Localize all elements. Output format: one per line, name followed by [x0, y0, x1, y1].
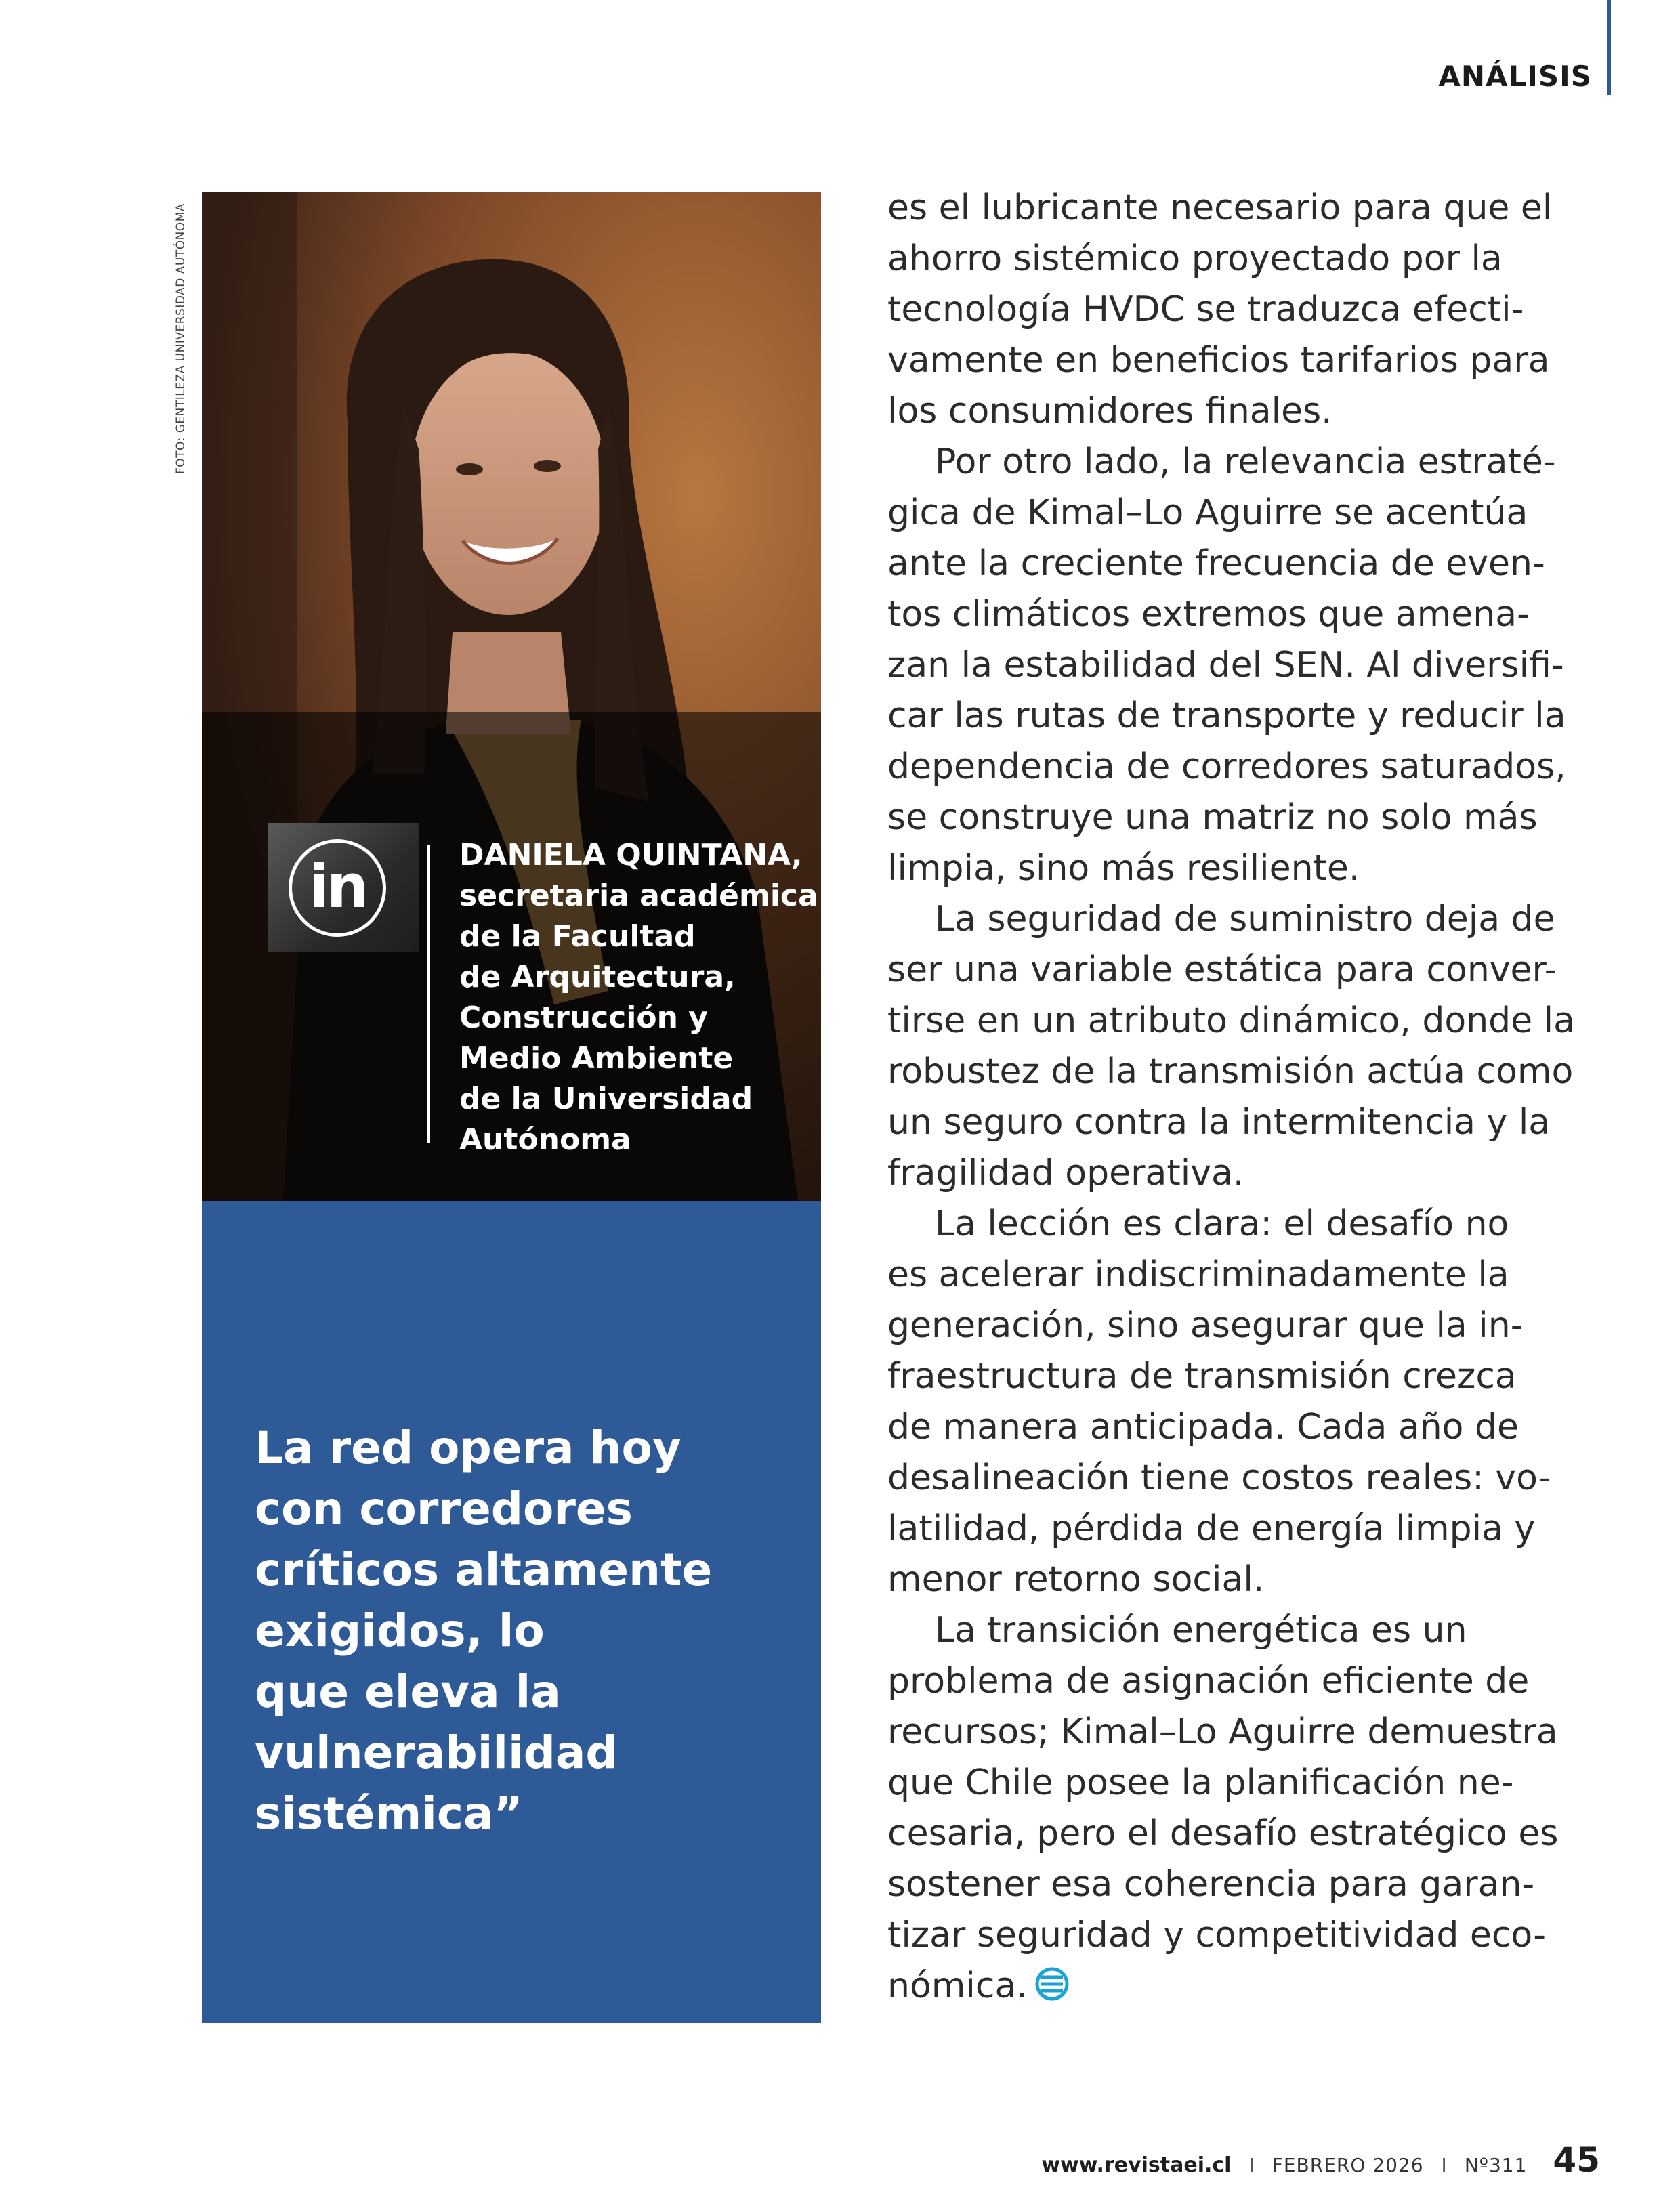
body-line [887, 1504, 1565, 1554]
body-line [887, 640, 1565, 691]
body-line-text: se construye una matriz no solo más [887, 797, 1538, 838]
section-title: ANÁLISIS [1438, 60, 1592, 93]
body-line-text: recursos; Kimal–Lo Aguirre demuestra [887, 1712, 1558, 1752]
caption-divider [427, 845, 430, 1143]
body-line-text: cesaria, pero el desafío estratégico es [887, 1813, 1559, 1854]
body-line [887, 1402, 1565, 1453]
body-line [887, 1910, 1565, 1961]
body-line [887, 234, 1565, 284]
body-line [887, 488, 1565, 538]
body-line [887, 183, 1565, 234]
body-line [887, 1554, 1565, 1605]
body-line [887, 1351, 1565, 1402]
body-line-text: robustez de la transmisión actúa como [887, 1051, 1574, 1092]
body-line-text: es acelerar indiscriminadamente la [887, 1254, 1509, 1295]
body-line [887, 1808, 1565, 1859]
body-line [887, 284, 1565, 335]
body-line-text: gica de Kimal–Lo Aguirre se acentúa [887, 492, 1528, 533]
quote-line: con corredores [255, 1483, 633, 1535]
photo-caption [459, 835, 818, 1160]
body-line-text: ahorro sistémico proyectado por la [887, 238, 1503, 279]
body-line-text: La transición energética es un [935, 1610, 1467, 1651]
body-line [887, 742, 1565, 792]
body-line [887, 1859, 1565, 1910]
issue-number: Nº311 [1464, 2154, 1528, 2176]
body-line-text: ante la creciente frecuencia de even- [887, 543, 1545, 584]
body-line-text: limpia, sino más resiliente. [887, 848, 1360, 889]
body-line [887, 792, 1565, 843]
body-line [887, 538, 1565, 589]
page-number: 45 [1553, 2140, 1600, 2180]
caption-line: DANIELA QUINTANA, [459, 838, 803, 872]
body-line-text: nómica. [887, 1966, 1028, 2006]
caption-line: Construcción y [459, 1000, 708, 1035]
body-line [887, 1046, 1574, 1097]
footer-separator: I [1248, 2154, 1255, 2176]
body-line-text: desalineación tiene costos reales: vo- [887, 1458, 1551, 1498]
linkedin-icon: in [289, 839, 386, 937]
body-line [887, 1300, 1565, 1351]
body-line-text: vamente en beneficios tarifarios para [887, 340, 1550, 381]
body-line [887, 1250, 1565, 1300]
footer-separator: I [1441, 2154, 1447, 2176]
body-line-text: que Chile posee la planificación ne- [887, 1762, 1514, 1803]
end-of-article-icon [1034, 1966, 1070, 2002]
body-line [887, 1148, 1565, 1199]
pull-quote [255, 1418, 797, 1844]
article-body [887, 183, 1575, 2012]
issue-date: FEBRERO 2026 [1272, 2154, 1424, 2176]
pull-quote-box [202, 1201, 821, 2023]
body-line-text: tizar seguridad y competitividad eco- [887, 1915, 1546, 1955]
quote-line: La red opera hoy [255, 1422, 681, 1474]
body-line [887, 1199, 1565, 1250]
body-line [887, 1605, 1565, 1656]
body-line [887, 589, 1565, 640]
body-line [887, 1097, 1565, 1148]
body-line [887, 437, 1565, 488]
body-line [887, 1656, 1565, 1707]
caption-line: Autónoma [459, 1122, 631, 1157]
quote-line: que eleva la [255, 1666, 561, 1718]
body-line-text: tecnología HVDC se traduzca efecti- [887, 289, 1524, 330]
caption-line: de la Facultad [459, 919, 696, 954]
body-line-text: Por otro lado, la relevancia estraté- [935, 442, 1556, 482]
body-line [887, 894, 1565, 945]
body-line-text: car las rutas de transporte y reducir la [887, 696, 1566, 736]
body-line [887, 843, 1565, 894]
body-line [887, 1707, 1565, 1758]
body-line [887, 1453, 1565, 1504]
body-line-text: zan la estabilidad del SEN. Al diversifi- [887, 645, 1564, 685]
quote-line: exigidos, lo [255, 1605, 545, 1657]
body-line-text: un seguro contra la intermitencia y la [887, 1102, 1551, 1143]
page-footer [1041, 2140, 1600, 2180]
caption-line: Medio Ambiente [459, 1041, 734, 1076]
body-line-text: los consumidores finales. [887, 391, 1332, 431]
caption-line: de la Universidad [459, 1082, 753, 1116]
body-line [887, 691, 1565, 742]
body-line [887, 945, 1565, 996]
section-accent-bar [1607, 0, 1611, 95]
body-line [887, 335, 1565, 386]
body-line-text: de manera anticipada. Cada año de [887, 1407, 1519, 1447]
body-line-text: fraestructura de transmisión crezca [887, 1356, 1517, 1397]
body-line-text: problema de asignación eficiente de [887, 1661, 1530, 1701]
body-line-text: tos climáticos extremos que amena- [887, 594, 1530, 635]
linkedin-badge[interactable] [268, 823, 419, 952]
body-line-text: ser una variable estática para conver- [887, 950, 1557, 990]
body-line-text: generación, sino asegurar que la in- [887, 1305, 1524, 1346]
body-line [887, 1961, 1565, 2012]
caption-line: secretaria académica [459, 879, 818, 913]
body-line-text: dependencia de corredores saturados, [887, 746, 1566, 787]
quote-line: vulnerabilidad [255, 1727, 618, 1779]
photo-credit: FOTO: GENTILEZA UNIVERSIDAD AUTÓNOMA [174, 203, 188, 474]
body-line-text: tirse en un atributo dinámico, donde la [887, 1000, 1575, 1041]
body-line-text: latilidad, pérdida de energía limpia y [887, 1508, 1536, 1549]
body-line-text: menor retorno social. [887, 1559, 1265, 1600]
body-line-text: es el lubricante necesario para que el [887, 188, 1553, 228]
portrait-photo [202, 192, 821, 1201]
body-line-text: sostener esa coherencia para garan- [887, 1864, 1535, 1905]
body-line [887, 1758, 1565, 1808]
body-line-text: fragilidad operativa. [887, 1153, 1244, 1193]
caption-line: de Arquitectura, [459, 960, 736, 994]
body-line [887, 996, 1575, 1046]
body-line-text: La lección es clara: el desafío no [935, 1204, 1509, 1244]
body-line [887, 386, 1565, 437]
website-link[interactable]: www.revistaei.cl [1041, 2153, 1232, 2177]
quote-line: sistémica” [255, 1788, 523, 1840]
quote-line: críticos altamente [255, 1544, 713, 1596]
body-line-text: La seguridad de suministro deja de [935, 899, 1555, 939]
